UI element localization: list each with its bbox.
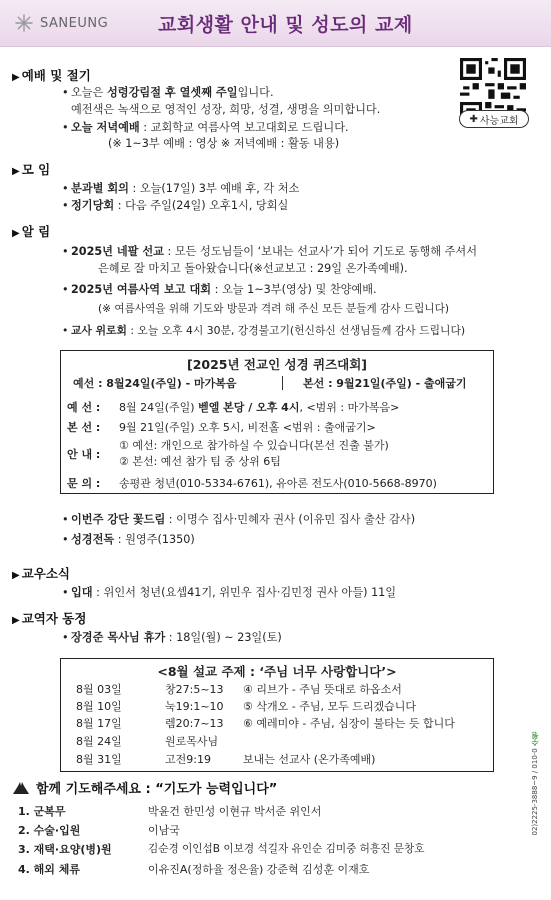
- divider: [282, 376, 283, 390]
- prayer-label: 1. 군복무: [18, 805, 66, 818]
- section-heading-meeting: ▶ 모 임: [12, 162, 51, 177]
- sermon-ref: 고전9:19: [165, 753, 211, 766]
- quiz-row-value: 8월 24일(주일) 벧엘 본당 / 오후 4시, <범위 : 마가복음>: [119, 401, 400, 414]
- prayer-title: 함께 기도해주세요 : “기도가 능력입니다”: [10, 778, 277, 797]
- prayer-names: 이남국: [148, 824, 180, 837]
- flowers-line: • 이번주 강단 꽃드림 : 이명수 집사·민혜자 권사 (이유민 집사 출산 감사): [62, 513, 416, 526]
- sermon-topic: ④ 리브가 - 주님 뜻대로 하옵소서: [243, 683, 402, 696]
- quiz-row-value: 9월 21일(주일) 오후 5시, 비전홀 <범위 : 출애굽기>: [119, 421, 376, 434]
- sermon-box: [60, 658, 494, 772]
- triangle-icon: ▶: [12, 72, 20, 83]
- clergy-line-1: • 장경준 목사님 휴가 : 18일(월) ~ 23일(토): [62, 631, 282, 644]
- church-logo: [14, 13, 108, 33]
- sermon-date: 8월 03일: [76, 683, 122, 696]
- quiz-final-summary: 본선 : 9월21일(주일) - 출애굽기: [303, 377, 467, 390]
- section-heading-members: ▶ 교우소식: [12, 566, 71, 581]
- sermon-ref: 렘20:7~13: [165, 717, 224, 730]
- sermon-date: 8월 31일: [76, 753, 122, 766]
- section-heading-clergy: ▶ 교역자 동정: [12, 611, 87, 626]
- sermon-topic: ⑥ 예레미야 - 주님, 심장이 불타는 듯 합니다: [243, 717, 455, 730]
- notice-line-2: 은혜로 잘 마치고 돌아왔습니다(※선교보고 : 29일 온가족예배).: [98, 262, 408, 275]
- members-line-1: • 입대 : 위인서 청년(요셉41기, 위민우 집사·김민정 권사 아들) 11일: [62, 586, 397, 599]
- sermon-date: 8월 10일: [76, 700, 122, 713]
- prayer-label: 3. 재택·요양(병)원: [18, 843, 112, 856]
- sermon-title: <8월 설교 주제 : ‘주님 너무 사랑합니다’>: [157, 664, 397, 679]
- quiz-row-label: 문 의 :: [67, 477, 101, 490]
- side-contact-text: 02)2225-3888~9 / 010-0 수원: [531, 732, 539, 836]
- meeting-line-2: • 정기당회 : 다음 주일(24일) 오후1시, 당회실: [62, 199, 289, 212]
- quiz-title: [2025년 전교인 성경 퀴즈대회]: [186, 357, 368, 372]
- notice-line-4: (※ 여름사역을 위해 기도와 방문과 격려 해 주신 모든 분들게 감사 드립니다): [98, 303, 449, 315]
- sermon-date: 8월 17일: [76, 717, 122, 730]
- section-heading-notice: ▶ 알 림: [12, 224, 51, 239]
- triangle-icon: ▶: [12, 570, 20, 581]
- sermon-date: 8월 24일: [76, 735, 122, 748]
- quiz-row-label: 본 선 :: [67, 421, 101, 434]
- worship-line-3: • 오늘 저녁예배 : 교회학교 여름사역 보고대회로 드립니다.: [62, 121, 349, 134]
- triangle-icon: ▶: [12, 228, 20, 239]
- worship-line-1: • 오늘은 성령강림절 후 열셋째 주일입니다.: [62, 86, 274, 99]
- quiz-row-value: 송평관 청년(010-5334-6761), 유아론 전도사(010-5668-8970): [119, 477, 437, 490]
- sermon-topic: 보내는 선교사 (온가족예배): [243, 753, 376, 766]
- quiz-row-value: ① 예선: 개인으로 참가하실 수 있습니다(본선 진출 불가): [119, 439, 389, 452]
- section-heading-worship: ▶ 예배 및 절기: [12, 68, 91, 83]
- prayer-names: 이유진A(정하율 정은율) 강준혁 김성훈 이재호: [148, 863, 370, 876]
- quiz-row-label: 예 선 :: [67, 401, 101, 414]
- page-title: 교회생활 안내 및 성도의 교제: [158, 14, 413, 36]
- worship-line-4: (※ 1~3부 예배 : 영상 ※ 저녁예배 : 활동 내용): [108, 137, 340, 150]
- page-header: [0, 0, 551, 47]
- meeting-line-1: • 분과별 회의 : 오늘(17일) 3부 예배 후, 각 처소: [62, 182, 300, 195]
- sermon-ref: 창27:5~13: [165, 683, 224, 696]
- prayer-names: 김순경 이인섭B 이보경 석길자 유인순 김미중 허흥진 문창호: [148, 843, 425, 855]
- cross-icon: ✚: [469, 113, 478, 125]
- quiz-row-label: 안 내 :: [67, 448, 101, 461]
- prayer-names: 박윤건 한민성 이현규 박서준 위인서: [148, 805, 322, 818]
- triangle-icon: ▶: [12, 615, 20, 626]
- prayer-label: 2. 수술·입원: [18, 824, 81, 837]
- prayer-label: 4. 해외 체류: [18, 863, 80, 876]
- logo-text: SANEUNG: [40, 15, 109, 31]
- quiz-prelim-summary: 예선 : 8월24일(주일) - 마가복음: [73, 377, 237, 390]
- notice-line-1: • 2025년 네팔 선교 : 모든 성도님들이 ‘보내는 선교사’가 되어 기도로 동행해 주셔서: [62, 245, 478, 258]
- sermon-topic: ⑤ 삭개오 - 주님, 모두 드리겠습니다: [243, 700, 416, 713]
- bible-reading-line: • 성경전독 : 원영주(1350): [62, 533, 195, 546]
- flower-logo-icon: [14, 13, 34, 33]
- sermon-ref: 원로목사님: [165, 735, 219, 748]
- qr-label-badge: [459, 110, 529, 128]
- worship-line-2: 예전색은 녹색으로 영적인 성장, 희망, 성결, 생명을 의미합니다.: [71, 103, 381, 116]
- quiz-row-value: ② 본선: 예선 참가 팀 중 상위 6팀: [119, 455, 281, 468]
- notice-line-3: • 2025년 여름사역 보고 대회 : 오늘 1~3부(영상) 및 찬양예배.: [62, 283, 377, 296]
- triangle-icon: ▶: [12, 166, 20, 177]
- quiz-box: [60, 350, 494, 494]
- praying-hands-icon: [10, 780, 32, 796]
- qr-label-text: 사능교회: [479, 115, 519, 127]
- sermon-ref: 눅19:1~10: [165, 700, 224, 713]
- notice-line-5: • 교사 위로회 : 오늘 오후 4시 30분, 강경불고기(헌신하신 선생님들께 감사 드립니다): [62, 324, 466, 337]
